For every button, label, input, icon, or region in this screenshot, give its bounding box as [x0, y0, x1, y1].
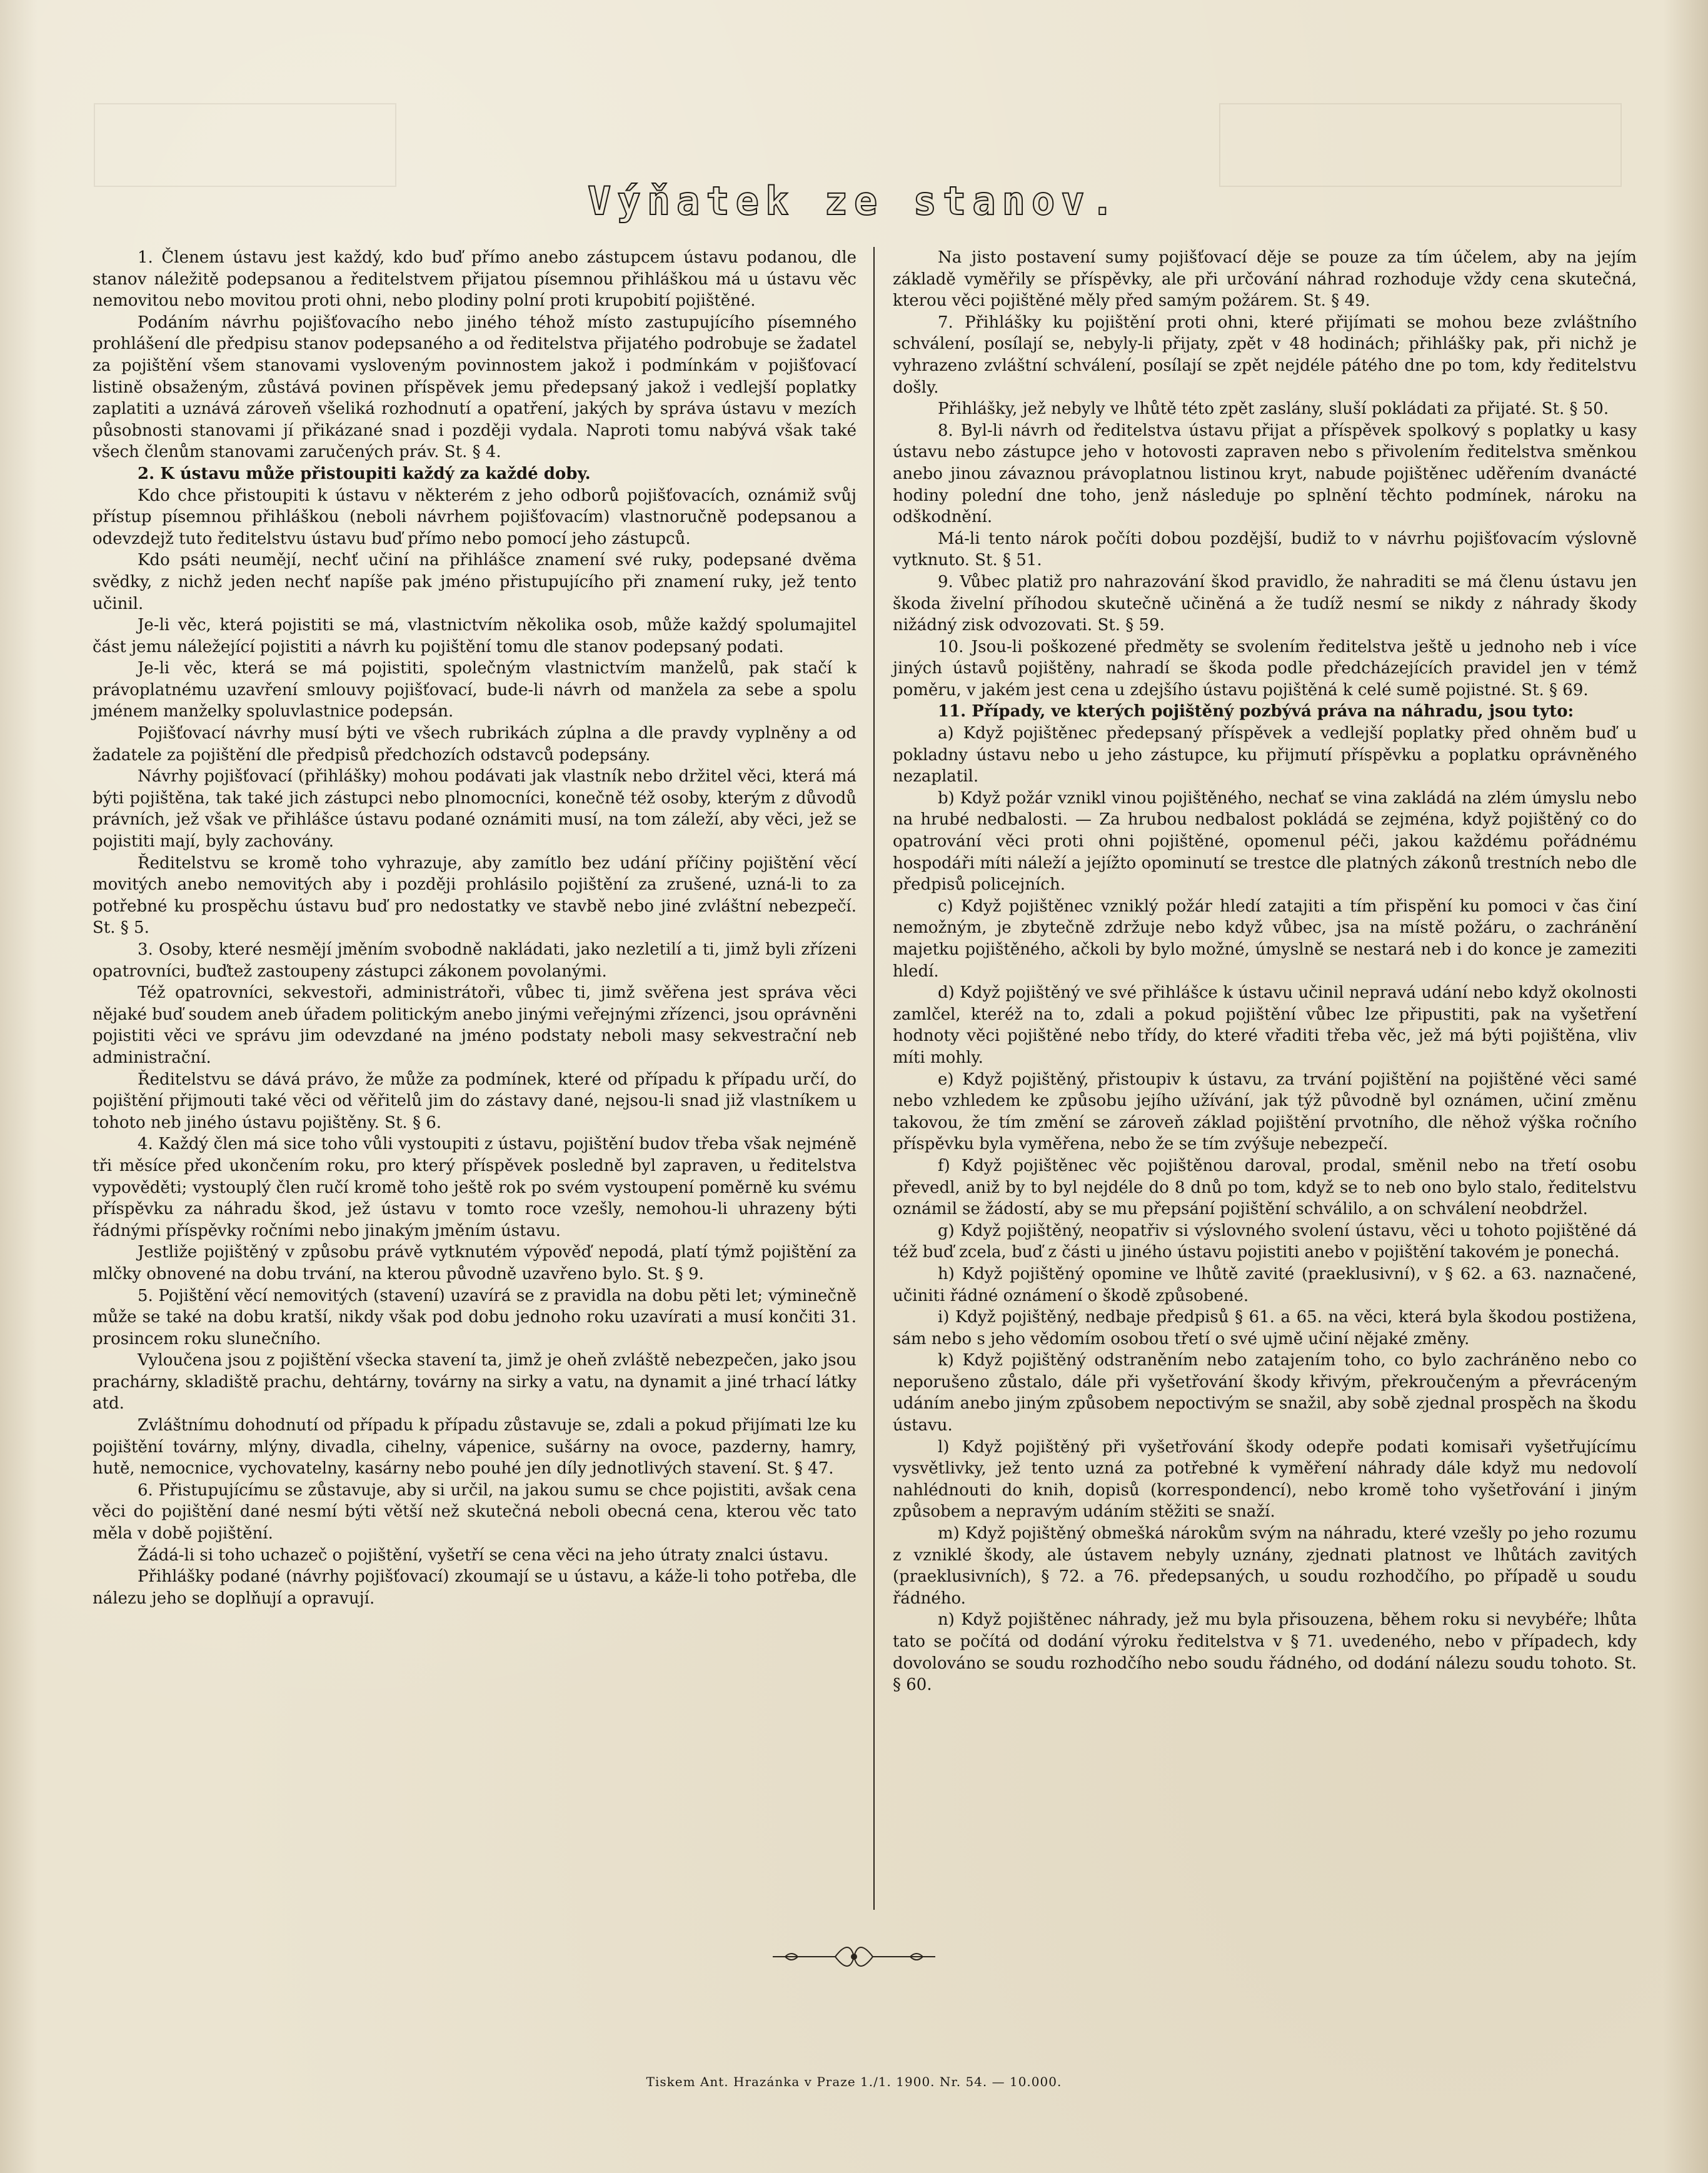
paragraph: a) Když pojištěnec předepsaný příspěvek a vedlejší poplatky před ohněm buď u pokladny ústavu nebo u jeho zástupce, ku přijmutí příspěvku a poplatku oprávněného nezaplatil. — [893, 724, 1637, 786]
page-title: Výňatek ze stanov. — [588, 178, 1120, 224]
paragraph: 6. Přistupujícímu se zůstavuje, aby si určil, na jakou sumu se chce pojistiti, avšak cena věci do pojištění dané nesmí býti větší než skutečná neboli obecná cena, kterou věc tato měla v době pojištění. — [93, 1480, 857, 1543]
paragraph: d) Když pojištěný ve své přihlášce k ústavu učinil nepravá udání nebo když okolnosti zamlčel, kteréž na to, zdali a pokud pojištění vůbec lze připustiti, pak na vyšetření hodnoty věci pojištěné nebo třídy, do které vřaditi třeba věc, jež má býti pojištěna, vliv míti mohly. — [893, 983, 1637, 1067]
paragraph: m) Když pojištěný obmešká nárokům svým na náhradu, které vzešly po jeho rozumu z vzniklé škody, ale ústavem nebyly uznány, zjednati platnost ve lhůtách zavitých (praeklusivních), § 72. a 76. předepsaných, u soudu rozhodčího, po případě u soudu řádného. — [893, 1524, 1637, 1608]
paragraph: Je-li věc, která se má pojistiti, společným vlastnictvím manželů, pak stačí k právoplatnému uzavření smlouvy pojišťovací, bude-li návrh od manžela za sebe a spolu jménem manželky spoluvlastnice podepsán. — [93, 659, 857, 721]
paragraph: Kdo chce přistoupiti k ústavu v některém z jeho odborů pojišťovacích, oznámiž svůj přístup písemnou přihláškou (neboli návrhem pojišťovacím) vlastnoručně podepsanou a odevzdejž tuto ředitelstvu ústavu buď přímo nebo pomocí jeho zástupců. — [93, 486, 857, 548]
bleed-through-table-right — [1219, 103, 1622, 187]
paragraph: 7. Přihlášky ku pojištění proti ohni, které přijímati se mohou beze zvláštního schválení, posílají se, nebyly-li přijaty, zpět v 48 hodinách; přihlášky pak, při nichž je vyhrazeno zvláštní schválení, posílají se zpět nejdéle pátého dne po tom, kdy ředitelstvu došly. — [893, 313, 1637, 397]
printer-imprint: Tiskem Ant. Hrazánka v Praze 1./1. 1900. Nr. 54. — 10.000. — [646, 2074, 1062, 2089]
paragraph: Podáním návrhu pojišťovacího nebo jiného téhož místo zastupujícího písemného prohlášení dle předpisu stanov podepsaného a od ředitelstva přijatého podrobuje se žadatel za pojištění všem stanovami vysloveným povinnostem jakož i podmínkám v pojišťovací listině obsaženým, zůstává povinen příspěvek jemu předepsaný jakož i vedlejší poplatky zaplatiti a uznává zároveň všeliká rozhodnutí a opatření, jakých by správa ústavu v mezích působnosti stanovami jí přikázané snad i později vydala. Naproti tomu nabývá však také všech členům stanovami zaručených práv. St. § 4. — [93, 313, 857, 462]
ornament-divider — [766, 1938, 942, 1975]
paragraph: Pojišťovací návrhy musí býti ve všech rubrikách zúplna a dle pravdy vyplněny a od žadatele za pojištění dle předpisů předchozích odstavců podepsány. — [93, 724, 857, 765]
paragraph: 10. Jsou-li poškozené předměty se svolením ředitelstva ještě u jednoho neb i více jiných ústavů pojištěny, nahradí se škoda podle předcházejících pravidel jen v témž poměru, v jakém jest cena u zdejšího ústavu pojištěná k celé sumě pojistné. St. § 69. — [893, 637, 1637, 700]
paragraph: g) Když pojištěný, neopatřiv si výslovného svolení ústavu, věci u tohoto pojištěné dá též buď zcela, buď z části u jiného ústavu pojistiti anebo v pojištění takovém je ponechá. — [893, 1221, 1637, 1262]
paragraph: Jestliže pojištěný v způsobu právě vytknutém výpověď nepodá, platí týmž pojištění za mlčky obnovené na dobu trvání, na kterou původně uzavřeno bylo. St. § 9. — [93, 1243, 857, 1283]
paragraph: Je-li věc, která pojistiti se má, vlastnictvím několika osob, může každý spolumajitel část jemu náležející pojistiti a návrh ku pojištění tomu dle stanov podepsaný podati. — [93, 616, 857, 656]
paragraph: h) Když pojištěný opomine ve lhůtě zavité (praeklusivní), v § 62. a 63. naznačené, učiniti řádné oznámení o škodě způsobené. — [893, 1264, 1637, 1305]
paragraph: i) Když pojištěný, nedbaje předpisů § 61. a 65. na věci, která byla škodou postižena, sám nebo s jeho vědomím osobou třetí o své ujmě učiní nějaké změny. — [893, 1308, 1637, 1348]
paragraph: 8. Byl-li návrh od ředitelstva ústavu přijat a příspěvek spolkový s poplatky u kasy ústavu nebo zástupce jeho v hotovosti zapraven nebo s přivolením ředitelstva směnkou anebo jinou závaznou právoplatnou listinou kryt, nabude pojištěnec uděřením dvanácté hodiny polední dne toho, jenž následuje po splnění těchto podmínek, nároku na odškodnění. — [893, 421, 1637, 527]
right-column — [893, 247, 1637, 1696]
paragraph: Přihlášky, jež nebyly ve lhůtě této zpět zaslány, sluší pokládati za přijaté. St. § 50. — [938, 399, 1609, 419]
bleed-through-table-left — [94, 103, 396, 187]
paragraph: n) Když pojištěnec náhrady, jež mu byla přisouzena, během roku si nevybéře; lhůta tato se počítá od dodání výroku ředitelstva v § 71. uvedeného, nebo v případech, kdy dovolováno se soudu rozhodčího nebo soudu řádného, od dodání nálezu soudu tohoto. St. § 60. — [893, 1610, 1637, 1695]
paragraph: c) Když pojištěnec vzniklý požár hledí zatajiti a tím přispění ku pomoci v čas činí nemožným, je zbytečně zdržuje nebo když vůbec, jsa na místě požáru, o zachránění majetku pojištěného, ačkoli by bylo možné, úmyslně se nestará neb i do konce je zameziti hledí. — [893, 896, 1637, 981]
left-column — [93, 247, 857, 1609]
paragraph: f) Když pojištěnec věc pojištěnou daroval, prodal, směnil nebo na třetí osobu převedl, aniž by to byl nejdéle do 8 dnů po tom, když se to neb ono bylo stalo, ředitelstvu oznámil se žádostí, aby se mu přepsání pojištění schválilo, a on schválení neobdržel. — [893, 1156, 1637, 1219]
paragraph: Návrhy pojišťovací (přihlášky) mohou podávati jak vlastník nebo držitel věci, která má býti pojištěna, tak také jich zástupci nebo plnomocníci, konečně též osoby, kterým z důvodů právních, jež však ve přihlášce ústavu podané oznámiti musí, na tom záleží, aby věci, jež se pojistiti mají, byly zachovány. — [93, 767, 857, 851]
paragraph: Na jisto postavení sumy pojišťovací děje se pouze za tím účelem, aby na jejím základě vyměřily se příspěvky, ale při určování náhrad rozhoduje vždy cena skutečná, kterou věci pojištěné měly před samým požárem. St. § 49. — [893, 248, 1637, 311]
paragraph: 11. Případy, ve kterých pojištěný pozbývá práva na náhradu, jsou tyto: — [938, 702, 1574, 721]
paragraph: Přihlášky podané (návrhy pojišťovací) zkoumají se u ústavu, a káže-li toho potřeba, dle nálezu jeho se doplňují a opravují. — [93, 1567, 857, 1608]
paragraph: l) Když pojištěný při vyšetřování škody odepře podati komisaři vyšetřujícímu vysvětlivky, jež tento uzná za potřebné k vyměření náhrady dále když mu nedovolí nahlédnouti do knih, dopisů (korrespondencí), nebo kromě toho vyšetřování i jiným způsobem a nepravým udáním stěžiti se snaží. — [893, 1437, 1637, 1522]
paragraph: Žádá-li si toho uchazeč o pojištění, vyšetří se cena věci na jeho útraty znalci ústavu. — [138, 1545, 829, 1565]
paragraph: Ředitelstvu se kromě toho vyhrazuje, aby zamítlo bez udání příčiny pojištění věcí movitých anebo nemovitých aby i později prohlásilo pojištění za zrušené, uzná-li to za potřebné ku prospěchu ústavu buď pro nedostatky ve stavbě nebo jiné zvláštní nebezpečí. St. § 5. — [93, 853, 857, 938]
paragraph: Vyloučena jsou z pojištění všecka stavení ta, jimž je oheň zvláště nebezpečen, jako jsou prachárny, skladiště prachu, dehtárny, továrny na sirky a vatu, na dynamit a jiné trhací látky atd. — [93, 1351, 857, 1413]
paragraph: 3. Osoby, které nesmějí jměním svobodně nakládati, jako nezletilí a ti, jimž byli zřízeni opatrovníci, buďtež zastoupeny zástupci zákonem povolanými. — [93, 940, 857, 981]
paragraph: Též opatrovníci, sekvestoři, administrátoři, vůbec ti, jimž svěřena jest správa věci nějaké buď soudem aneb úřadem politickým anebo jinými veřejnými zřízenci, jsou oprávněni pojistiti věci ve správu jim odevzdané na jméno podstaty neboli masy sekvestrační neb administrační. — [93, 983, 857, 1067]
paragraph: Ředitelstvu se dává právo, že může za podmínek, které od případu k případu určí, do pojištění přijmouti také věci od věřitelů jim do zástavy dané, nejsou-li snad již vlastníkem u tohoto neb jiného ústavu pojištěny. St. § 6. — [93, 1070, 857, 1132]
paragraph: 1. Členem ústavu jest každý, kdo buď přímo anebo zástupcem ústavu podanou, dle stanov náležitě podepsanou a ředitelstvem přijatou písemnou přihláškou má u ústavu věc nemovitou nebo movitou proti ohni, nebo plodiny polní proti krupobití pojištěné. — [93, 248, 857, 311]
paragraph: 5. Pojištění věcí nemovitých (stavení) uzavírá se z pravidla na dobu pěti let; výminečně může se také na dobu kratší, nikdy však pod dobu jednoho roku uzavírati a musí končiti 31. prosincem roku slunečního. — [93, 1286, 857, 1348]
column-divider — [873, 247, 875, 1910]
paragraph: e) Když pojištěný, přistoupiv k ústavu, za trvání pojištění na pojištěné věci samé nebo vzhledem ke způsobu jejího užívání, jak týž původně byl oznámen, učiní změnu takovou, že tím změní se zároveň základ pojištění prvotního, dle něhož výška ročního příspěvku byla vyměřena, nebo že se tím zvýšuje nebezpečí. — [893, 1070, 1637, 1154]
paragraph: Zvláštnímu dohodnutí od případu k případu zůstavuje se, zdali a pokud přijímati lze ku pojištění továrny, mlýny, divadla, cihelny, vápenice, sušárny na ovoce, pazderny, hamry, hutě, nemocnice, vychovatelny, kasárny nebo pouhé jen díly jednotlivých stavení. St. § 47. — [93, 1416, 857, 1478]
paragraph: k) Když pojištěný odstraněním nebo zatajením toho, co bylo zachráněno nebo co neporušeno zůstalo, dále při vyšetřování škody křivým, překroučeným a převráceným udáním anebo jiným způsobem nepoctivým se snažil, aby sobě zjednal prospěch na škodu ústavu. — [893, 1351, 1637, 1435]
paragraph: Kdo psáti neumějí, nechť učiní na přihlášce znamení své ruky, podepsané dvěma svědky, z nichž jeden nechť napíše pak jméno přistupujícího při znamení ruky, jež tento učinil. — [93, 551, 857, 613]
paragraph: 4. Každý člen má sice toho vůli vystoupiti z ústavu, pojištění budov třeba však nejméně tři měsíce před ukončením roku, pro který příspěvek posledně byl zapraven, u ředitelstva vypověděti; vystouplý člen ručí kromě toho ještě rok po svém vystoupení poměrně ku svému příspěvku za náhradu škod, jež ústavu v tomto roce vzešly, nemohou-li uhrazeny býti řádnými příspěvky ročními nebo jinakým jměním ústavu. — [93, 1135, 857, 1240]
paragraph: Má-li tento nárok počíti dobou pozdější, budiž to v návrhu pojišťovacím výslovně vytknuto. St. § 51. — [893, 529, 1637, 570]
paragraph: 2. K ústavu může přistoupiti každý za každé doby. — [138, 464, 591, 483]
paragraph: 9. Vůbec platiž pro nahrazování škod pravidlo, že nahraditi se má členu ústavu jen škoda živelní příhodou skutečně učiněná a že tudíž nesmí se nikdy z náhrady škody nižádný zisk odvozovati. St. § 59. — [893, 572, 1637, 635]
paragraph: b) Když požár vznikl vinou pojištěného, nechať se vina zakládá na zlém úmyslu nebo na hrubé nedbalosti. — Za hrubou nedbalost pokládá se zejména, když pojištěný co do opatrování věci proti ohni pojištěné, opomenul péči, jakou každému pořádnému hospodáři míti náleží a jejížto opominutí se trestce dle platných zákonů trestních nebo dle předpisů policejních. — [893, 788, 1637, 895]
